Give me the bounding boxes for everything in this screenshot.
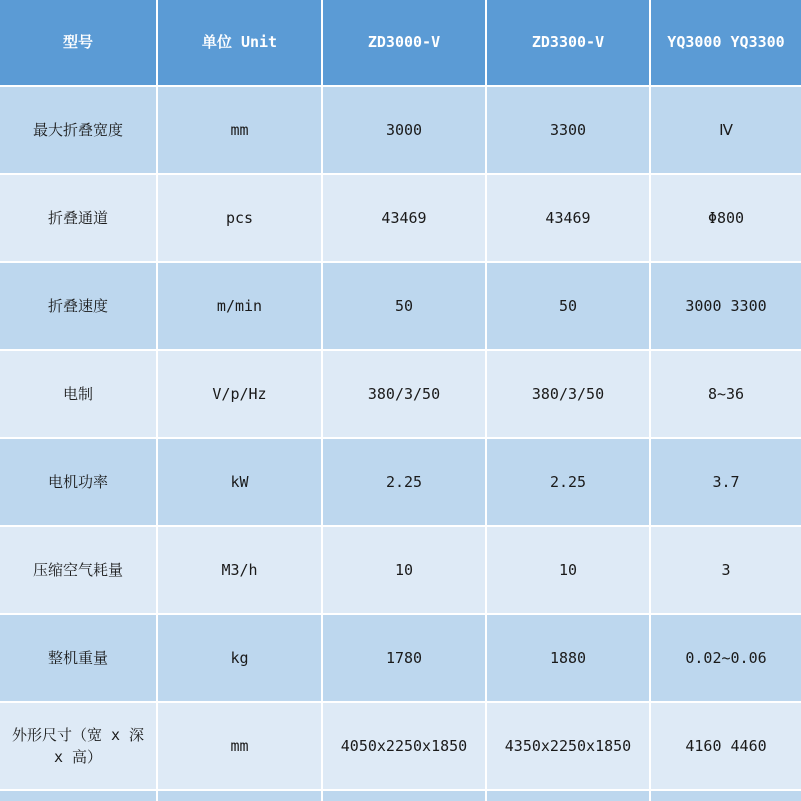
value-cell: 3 [651,527,801,613]
row-label-cell: 电制 [0,351,156,437]
unit-cell: V/p/Hz [158,351,321,437]
header-cell-zd3300v: ZD3300-V [487,0,649,85]
unit-cell: mm [158,87,321,173]
value-cell: 10 [323,527,485,613]
unit-cell: pcs [158,175,321,261]
row-label-cell: 压缩空气耗量 [0,527,156,613]
value-cell: 0.02~0.06 [651,615,801,701]
value-cell: 4350x2250x1850 [487,703,649,789]
row-label-cell: 最大折叠宽度 [0,87,156,173]
partial-row-cell [323,791,485,801]
value-cell: 10 [487,527,649,613]
value-cell: 1880 [487,615,649,701]
value-cell: 3300 [487,87,649,173]
partial-row-cell [651,791,801,801]
row-label-cell: 折叠通道 [0,175,156,261]
value-cell: 8~36 [651,351,801,437]
row-label-cell: 整机重量 [0,615,156,701]
unit-cell: mm [158,703,321,789]
value-cell: 43469 [323,175,485,261]
header-cell-model: 型号 [0,0,156,85]
value-cell: Ⅳ [651,87,801,173]
value-cell: 1780 [323,615,485,701]
value-cell: 2.25 [487,439,649,525]
header-cell-unit: 单位 Unit [158,0,321,85]
value-cell: 43469 [487,175,649,261]
value-cell: 3.7 [651,439,801,525]
value-cell: 50 [323,263,485,349]
unit-cell: m/min [158,263,321,349]
value-cell: 3000 3300 [651,263,801,349]
value-cell: 50 [487,263,649,349]
value-cell: 4050x2250x1850 [323,703,485,789]
value-cell: 380/3/50 [487,351,649,437]
value-cell: 4160 4460 [651,703,801,789]
partial-row-cell [158,791,321,801]
value-cell: 380/3/50 [323,351,485,437]
partial-row-cell [0,791,156,801]
unit-cell: M3/h [158,527,321,613]
value-cell: 2.25 [323,439,485,525]
partial-row-cell [487,791,649,801]
header-cell-zd3000v: ZD3000-V [323,0,485,85]
value-cell: Φ800 [651,175,801,261]
row-label-cell: 折叠速度 [0,263,156,349]
value-cell: 3000 [323,87,485,173]
unit-cell: kW [158,439,321,525]
row-label-cell: 电机功率 [0,439,156,525]
header-cell-yq3000-yq3300: YQ3000 YQ3300 [651,0,801,85]
unit-cell: kg [158,615,321,701]
row-label-cell: 外形尺寸（宽 x 深 x 高） [0,703,156,789]
